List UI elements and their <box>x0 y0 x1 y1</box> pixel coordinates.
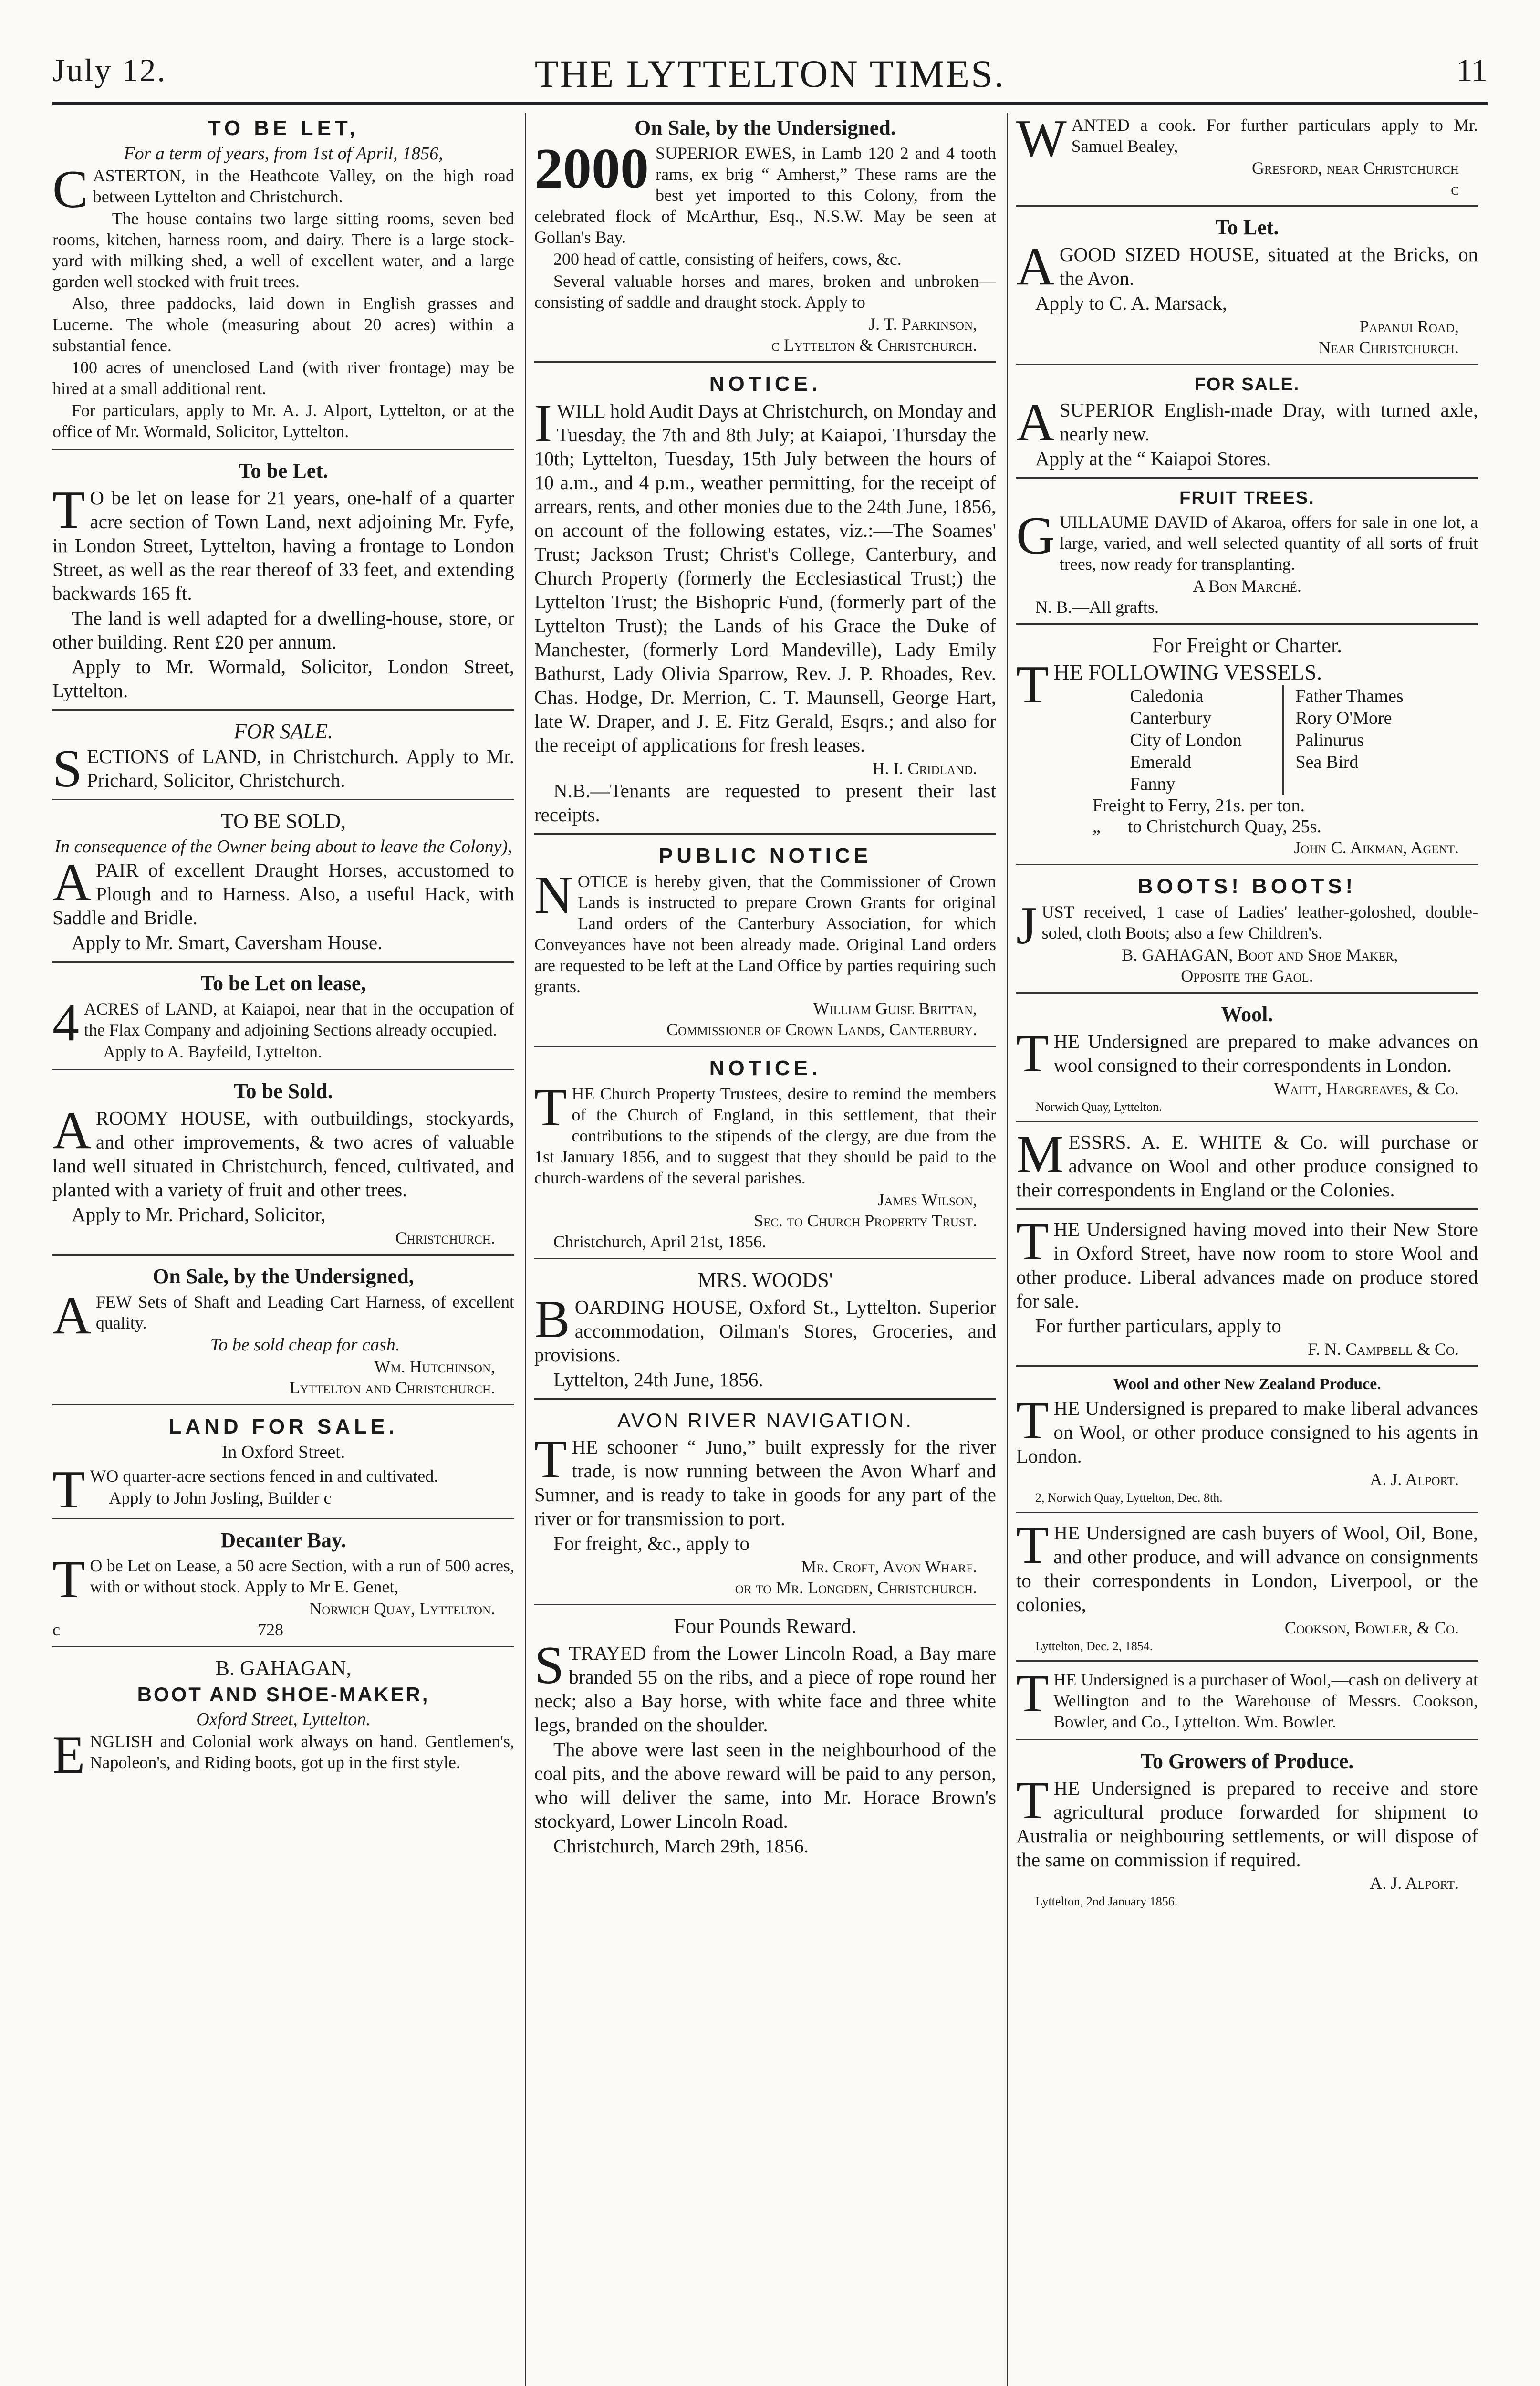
vessel-column-right <box>1282 685 1438 795</box>
freight-rate: „ to Christchurch Quay, 25s. <box>1093 816 1321 837</box>
issue-date: July 12. <box>52 52 167 88</box>
ad-signature: William Guise Brittan, <box>813 999 977 1018</box>
ad-heading: NOTICE. <box>709 1057 822 1080</box>
ad-heading: Four Pounds Reward. <box>674 1614 857 1638</box>
ad-heading: FOR SALE. <box>1194 375 1300 395</box>
ad-signature: Near Christchurch. <box>1318 338 1459 357</box>
ad-signature: Mr. Croft, Avon Wharf. <box>801 1557 977 1576</box>
ad-date: Christchurch, April 21st, 1856. <box>553 1232 766 1251</box>
ad-heading: BOOTS! BOOTS! <box>1137 875 1357 898</box>
page-number: 11 <box>1456 52 1488 88</box>
ad-text: The house contains two large sitting rooms, seven bed rooms, kitchen, harness room, and dairy. There is a large stock-yard with milking shed, a well of excellent water, and a large garden well stocked with fruit trees. <box>52 209 514 291</box>
drop-cap: T <box>1016 1391 1049 1450</box>
ad-apply: Apply to John Josling, Builder c <box>109 1488 332 1507</box>
ad-text: The above were last seen in the neighbourhood of the coal pits, and the above reward will be paid to any person, who will deliver the same, into Mr. Horace Brown's stockyard, Lower Lincoln Road. <box>534 1738 996 1832</box>
ad-text: Apply to Mr. Smart, Caversham House. <box>72 931 383 953</box>
ad-decanter-bay <box>52 1525 514 1647</box>
ad-growers <box>1016 1746 1478 1915</box>
newspaper-title: THE LYTTELTON TIMES. <box>534 52 1006 95</box>
ad-date: Lyttelton, 2nd January 1856. <box>1035 1894 1178 1908</box>
ad-heading: LAND FOR SALE. <box>168 1415 398 1438</box>
drop-cap: G <box>1016 506 1055 565</box>
ad-heading: On Sale, by the Undersigned, <box>153 1265 414 1288</box>
ad-address: Norwich Quay, Lyttelton. <box>1035 1100 1162 1114</box>
ad-text: HE Undersigned having moved into their New Store in Oxford Street, have now room to store Wool and other produce. Liberal advances made on produce stored for sale. <box>1016 1218 1478 1312</box>
ad-for-sale-land <box>52 716 514 800</box>
ad-signature: c Lyttelton & Christchurch. <box>771 335 977 355</box>
ad-text: For particulars, apply to Mr. A. J. Alport, Lyttelton, or at the office of Mr. Wormald, Solicitor, Lyttelton. <box>52 401 514 441</box>
ad-cookson <box>1016 1519 1478 1662</box>
ad-heading: To be Let on lease, <box>200 972 366 995</box>
ad-to-be-let-casterton <box>52 113 514 450</box>
ad-subheading: For a term of years, from 1st of April, 1856, <box>124 144 443 164</box>
ad-avon-river <box>534 1405 996 1605</box>
vessel-name: Father Thames <box>1295 686 1404 706</box>
vessel-name: Rory O'More <box>1295 708 1392 728</box>
ad-signature: Christchurch. <box>395 1228 495 1247</box>
ad-text: Apply to A. Bayfeild, Lyttelton. <box>103 1042 322 1061</box>
drop-cap: T <box>52 481 85 540</box>
ad-number: 2000 <box>534 136 649 200</box>
ad-text: HE FOLLOWING VESSELS. <box>1053 660 1322 684</box>
ad-heading: Wool and other New Zealand Produce. <box>1113 1375 1381 1393</box>
ad-italic: Oxford Street, Lyttelton. <box>196 1709 371 1729</box>
ad-signature: B. GAHAGAN, Boot and Shoe Maker, <box>1122 945 1398 964</box>
ad-apply: Apply at the “ Kaiapoi Stores. <box>1035 448 1271 470</box>
ad-to-be-sold-house <box>52 1076 514 1256</box>
vessel-list <box>1053 685 1478 795</box>
ad-text: SUPERIOR English-made Dray, with turned axle, nearly new. <box>1059 399 1478 445</box>
ad-heading: To Growers of Produce. <box>1140 1749 1354 1773</box>
drop-cap: T <box>52 1460 85 1519</box>
ad-heading: For Freight or Charter. <box>1152 634 1342 657</box>
ad-wanted-cook <box>1016 113 1478 207</box>
ad-heading: To Let. <box>1215 216 1279 239</box>
ad-signature: Gresford, near Christchurch <box>1251 158 1459 178</box>
ad-text: HE Church Property Trustees, desire to remind the members of the Church of England, in this settlement, that their contributions to the stipends of the clergy, are due from the 1st January 1856, and to suggest that they should be paid to the church-wardens of the several parishes. <box>534 1084 996 1187</box>
ad-on-sale-ewes <box>534 113 996 363</box>
ad-signature: Cookson, Bowler, & Co. <box>1284 1618 1459 1637</box>
ad-wool-waitt <box>1016 999 1478 1122</box>
ad-signature: John C. Aikman, Agent. <box>1294 838 1459 857</box>
ad-signature: Papanui Road, <box>1359 317 1459 336</box>
ad-text: HE Undersigned is prepared to make liberal advances on Wool, or other produce consigned to his agents in London. <box>1016 1397 1478 1467</box>
vessel-name: Fanny <box>1130 774 1176 794</box>
ad-text: WO quarter-acre sections fenced in and cultivated. <box>90 1466 438 1486</box>
drop-cap: J <box>1016 896 1037 955</box>
ad-boots <box>1016 871 1478 994</box>
vessel-name: Caledonia <box>1130 686 1204 706</box>
ad-notice-church <box>534 1053 996 1259</box>
ad-heading: FOR SALE. <box>234 720 333 743</box>
drop-cap: T <box>1016 1771 1049 1830</box>
ad-text: HE Undersigned is prepared to receive and store agricultural produce forwarded for shipment to Australia or neighbouring settlements, or will dispose of the same on commission if required. <box>1016 1777 1478 1871</box>
drop-cap: A <box>52 1286 91 1345</box>
ad-notice-audit <box>534 368 996 835</box>
column-1 <box>52 113 514 2386</box>
vessel-name: Sea Bird <box>1295 752 1359 772</box>
ad-four-pounds-reward <box>534 1611 996 1864</box>
drop-cap: T <box>534 1430 567 1489</box>
freight-rate: Freight to Ferry, 21s. per ton. <box>1093 795 1305 816</box>
ad-heading: NOTICE. <box>709 372 822 396</box>
ad-text: For further particulars, apply to <box>1035 1315 1281 1337</box>
ad-text: 100 acres of unenclosed Land (with river frontage) may be hired at a small additional rent. <box>52 358 514 398</box>
ad-to-be-sold-horses <box>52 806 514 963</box>
ad-signature: or to Mr. Longden, Christchurch. <box>735 1578 977 1597</box>
drop-cap: T <box>1016 1024 1049 1083</box>
ad-text: The land is well adapted for a dwelling-house, store, or other building. Rent £20 per annum. <box>52 607 514 653</box>
vessel-column-left <box>1130 685 1273 795</box>
ad-text: ECTIONS of LAND, in Christchurch. Apply to Mr. Prichard, Solicitor, Christchurch. <box>87 745 514 791</box>
drop-cap: A <box>52 1101 91 1160</box>
ad-note: N. B.—All grafts. <box>1035 597 1159 617</box>
ad-to-be-let-kaiapoi <box>52 968 514 1070</box>
ad-text: TRAYED from the Lower Lincoln Road, a Bay mare branded 55 on the ribs, and a piece of rope round her neck; also a Bay horse, with white face and three white legs, branded on the shoulder. <box>534 1642 996 1736</box>
ad-text: HE schooner “ Juno,” built expressly for the river trade, is now running between the Avon Wharf and Sumner, and is ready to take in goods for any part of the river or for transmission to port. <box>534 1436 996 1529</box>
ad-text: N.B.—Tenants are requested to present their last receipts. <box>534 780 996 826</box>
ad-text: O be let on lease for 21 years, one-half of a quarter acre section of Town Land, next adjoining Mr. Fyfe, in London Street, Lyttelton, having a frontage to London Street, as well as the rear thereof of 33 feet, and extending backwards 165 ft. <box>52 487 514 604</box>
ad-text: ASTERTON, in the Heathcote Valley, on the high road between Lyttelton and Christchurch. <box>93 166 514 206</box>
ad-signature: H. I. Cridland. <box>872 759 977 778</box>
ad-heading: To be Let. <box>239 459 328 482</box>
drop-cap: I <box>534 394 552 453</box>
ad-date: Lyttelton, Dec. 2, 1854. <box>1035 1639 1153 1653</box>
ad-signature: Commissioner of Crown Lands, Canterbury. <box>666 1020 977 1039</box>
ad-heading: Wool. <box>1221 1003 1273 1026</box>
ad-text: HE Undersigned are cash buyers of Wool, Oil, Bone, and other produce, and will advance on consignments to their correspondents in London, Liverpool, or the colonies, <box>1016 1522 1478 1615</box>
drop-cap: A <box>52 853 91 912</box>
column-divider <box>1007 113 1008 2386</box>
drop-cap: B <box>534 1290 570 1349</box>
ad-fruit-trees <box>1016 484 1478 625</box>
column-divider <box>525 113 526 2386</box>
drop-cap: N <box>534 866 573 925</box>
ad-freight-charter <box>1016 630 1478 865</box>
ad-signature: A. J. Alport. <box>1370 1470 1459 1489</box>
masthead-rule <box>52 102 1488 105</box>
ad-signature: Waitt, Hargreaves, & Co. <box>1274 1079 1459 1098</box>
ad-signature: James Wilson, <box>877 1190 977 1209</box>
ad-text: O be Let on Lease, a 50 acre Section, with a run of 500 acres, with or without stock. Apply to Mr E. Genet, <box>90 1556 514 1596</box>
ad-text: SUPERIOR EWES, in Lamb 120 2 and 4 tooth rams, ex brig “ Amherst,” These rams are the best yet imported to this Colony, from the celebrated flock of McArthur, Esq., N.S.W. May be seen at Gollan's Bay. <box>534 144 996 247</box>
ad-text: 200 head of cattle, consisting of heifers, cows, &c. <box>553 250 902 269</box>
ad-apply: Apply to C. A. Marsack, <box>1035 292 1227 314</box>
vessel-name: Canterbury <box>1130 708 1212 728</box>
ad-text: For freight, &c., apply to <box>553 1532 750 1554</box>
ad-heading: TO BE LET, <box>208 116 359 140</box>
drop-cap: A <box>1016 237 1055 296</box>
ad-heading: PUBLIC NOTICE <box>658 844 872 868</box>
ad-heading: AVON RIVER NAVIGATION. <box>617 1409 914 1432</box>
ad-text: WILL hold Audit Days at Christchurch, on Monday and Tuesday, the 7th and 8th July; at Kaiapoi, Thursday the 10th; Lyttelton, Tuesday, 15th July between the hours of 10 a.m., and 4 p.m., weather permitting, for the receipt of arrears, rents, and other monies due to the 24th June, 1856, on account of the following estates, viz.:—The Soames' Trust; Jackson Trust; Christ's College, Canterbury, and Church Property (formerly the Ecclesiastical Trust;) the Lyttelton Trust; the Bishopric Fund, (formerly part of the Lyttelton Trust); the Lands of his Grace the Duke of Manchester, (formerly Lord Mandeville), Lady Emily Bathurst, Lady Olivia Sparrow, Rev. J. P. Rhoades, Rev. Chas. Hodge, Dr. Merrion, C. T. Maunsell, George Hart, late W. Draper, and J. E. Fitz Gerald, Esqrs.; and also for the receipt of applications for fresh leases. <box>534 400 996 756</box>
column-2 <box>534 113 996 2386</box>
ad-heading: To be Sold. <box>234 1079 333 1103</box>
ad-text: ACRES of LAND, at Kaiapoi, near that in the occupation of the Flax Company and adjoining Sections already occupied. <box>84 999 514 1039</box>
drop-cap: 4 <box>52 993 79 1052</box>
ad-alport-wool <box>1016 1372 1478 1513</box>
ad-signature: F. N. Campbell & Co. <box>1308 1340 1459 1359</box>
ad-text: GOOD SIZED HOUSE, situated at the Bricks, on the Avon. <box>1059 243 1478 289</box>
drop-cap: E <box>52 1726 85 1783</box>
ad-text: Apply to Mr. Wormald, Solicitor, London Street, Lyttelton. <box>52 656 514 701</box>
ad-heading: B. GAHAGAN, <box>215 1656 352 1680</box>
drop-cap: S <box>534 1636 564 1695</box>
ad-for-sale-dray <box>1016 371 1478 479</box>
ad-to-let-house <box>1016 212 1478 365</box>
ad-text: Also, three paddocks, laid down in English grasses and Lucerne. The whole (measuring about 20 acres) within a substantial fence. <box>52 294 514 355</box>
ad-to-be-let-lease <box>52 456 514 711</box>
drop-cap: T <box>1016 1215 1049 1271</box>
ad-date: Lyttelton, 24th June, 1856. <box>553 1369 763 1391</box>
ad-on-sale-harness <box>52 1261 514 1405</box>
vessel-name: City of London <box>1130 730 1242 750</box>
ad-signature: Opposite the Gaol. <box>1181 966 1313 985</box>
ad-signature: Sec. to Church Property Trust. <box>753 1211 977 1230</box>
drop-cap: M <box>1016 1128 1064 1184</box>
ad-signature: A Bon Marché. <box>1193 576 1301 596</box>
drop-cap: C <box>52 160 88 219</box>
ad-gahagan <box>52 1653 514 1783</box>
drop-cap: T <box>534 1078 567 1137</box>
drop-cap: T <box>1016 1519 1049 1575</box>
ad-subheading: In consequence of the Owner being about to leave the Colony), <box>54 837 512 857</box>
ad-public-notice <box>534 840 996 1047</box>
ad-text: OARDING HOUSE, Oxford St., Lyttelton. Superior accommodation, Oilman's Stores, Groceries, and provisions. <box>534 1296 996 1366</box>
ad-signature: J. T. Parkinson, <box>869 314 977 334</box>
ad-heading: TO BE SOLD, <box>221 809 346 833</box>
ad-date: Christchurch, March 29th, 1856. <box>553 1835 809 1857</box>
ad-address: 2, Norwich Quay, Lyttelton, Dec. 8th. <box>1035 1491 1223 1505</box>
ad-heading: MRS. WOODS' <box>697 1268 833 1292</box>
ad-bowler <box>1016 1667 1478 1740</box>
ad-heading: On Sale, by the Undersigned. <box>635 116 896 139</box>
drop-cap: S <box>52 739 83 798</box>
ad-text: FEW Sets of Shaft and Leading Cart Harness, of excellent quality. <box>95 1292 514 1332</box>
ad-text: UILLAUME DAVID of Akaroa, offers for sale in one lot, a large, varied, and well selected quantity of all sorts of fruit trees, now ready for transplanting. <box>1059 513 1478 574</box>
ad-heading: FRUIT TREES. <box>1179 488 1315 508</box>
ad-white-co <box>1016 1128 1478 1210</box>
drop-cap: T <box>52 1550 85 1609</box>
ad-subheading: In Oxford Street. <box>221 1442 345 1462</box>
ad-text: Several valuable horses and mares, broken and unbroken—consisting of saddle and draught stock. Apply to <box>534 272 996 312</box>
drop-cap: W <box>1016 113 1067 168</box>
ad-code: c 728 <box>52 1620 283 1639</box>
ad-subheading: BOOT AND SHOE-MAKER, <box>137 1683 430 1706</box>
vessel-name: Emerald <box>1130 752 1192 772</box>
ad-signature: A. J. Alport. <box>1370 1873 1459 1893</box>
ad-land-for-sale <box>52 1411 514 1519</box>
ad-text: NGLISH and Colonial work always on hand. Gentlemen's, Napoleon's, and Riding boots, got up in the first style. <box>90 1732 514 1772</box>
ad-signature: Lyttelton and Christchurch. <box>289 1378 495 1397</box>
ad-mrs-woods <box>534 1265 996 1400</box>
vessel-name: Palinurus <box>1295 730 1364 750</box>
ad-signature: Norwich Quay, Lyttelton. <box>309 1599 495 1618</box>
ad-heading: Decanter Bay. <box>220 1528 346 1552</box>
ad-text: UST received, 1 case of Ladies' leather-goloshed, double-soled, cloth Boots; also a few Children's. <box>1041 902 1478 942</box>
ad-text: OTICE is hereby given, that the Commissioner of Crown Lands is instructed to prepare Crown Grants for original Land orders of the Canterbury Association, for which Conveyances have not been already made. Original Land orders are requested to be left at the Land Office by parties requiring such grants. <box>534 872 996 996</box>
ad-text: HE Undersigned are prepared to make advances on wool consigned to their correspondents in London. <box>1053 1030 1478 1076</box>
drop-cap: T <box>1016 1667 1049 1723</box>
ad-text: HE Undersigned is a purchaser of Wool,—cash on delivery at Wellington and to the Warehouse of Messrs. Cookson, Bowler, and Co., Lyttelton. Wm. Bowler. <box>1053 1670 1478 1731</box>
ad-apply: Apply to Mr. Prichard, Solicitor, <box>72 1203 326 1225</box>
ad-text: PAIR of excellent Draught Horses, accustomed to Plough and to Harness. Also, a useful Hack, with Saddle and Bridle. <box>52 859 514 929</box>
ad-campbell <box>1016 1215 1478 1367</box>
ad-text: ROOMY HOUSE, with outbuildings, stockyards, and other improvements, & two acres of valuable land well situated in Christchurch, fenced, cultivated, and planted with a variety of fruit and other trees. <box>52 1107 514 1201</box>
ad-italic: To be sold cheap for cash. <box>210 1335 400 1355</box>
drop-cap: T <box>1016 655 1049 714</box>
masthead <box>52 52 1488 109</box>
ad-text: ESSRS. A. E. WHITE & Co. will purchase or advance on Wool and other produce consigned to their correspondents in England or the Colonies. <box>1016 1131 1478 1201</box>
column-3 <box>1016 113 1478 2386</box>
ad-signature: Wm. Hutchinson, <box>374 1357 495 1376</box>
ad-text: ANTED a cook. For further particulars apply to Mr. Samuel Bealey, <box>1071 115 1478 156</box>
drop-cap: A <box>1016 393 1055 452</box>
ad-code: c <box>1451 179 1459 199</box>
